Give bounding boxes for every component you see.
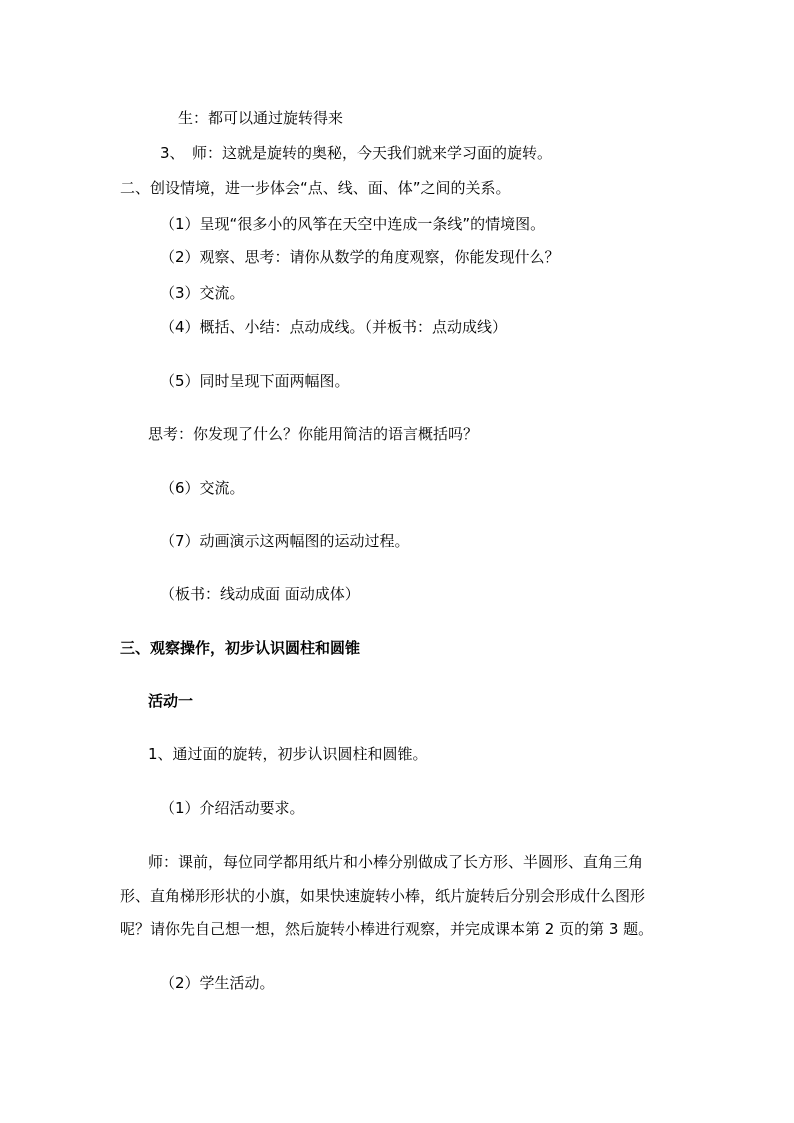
list-item-3: （3）交流。 <box>160 284 245 302</box>
list-item-6: （6）交流。 <box>160 479 245 497</box>
list-item-7: （7）动画演示这两幅图的运动过程。 <box>160 532 410 550</box>
text-line-activity-goal: 1、通过面的旋转，初步认识圆柱和圆锥。 <box>148 745 428 763</box>
paragraph-line-3: 呢？请你先自己想一想，然后旋转小棒进行观察，并完成课本第 2 页的第 3 题。 <box>120 920 654 938</box>
list-item-5: （5）同时呈现下面两幅图。 <box>160 372 350 390</box>
paragraph-line-2: 形、直角梯形形状的小旗，如果快速旋转小棒，纸片旋转后分别会形成什么图形 <box>120 887 646 905</box>
section-heading-2: 二、创设情境，进一步体会“点、线、面、体”之间的关系。 <box>120 179 511 197</box>
text-line-teacher-intro: 3、 师：这就是旋转的奥秘，今天我们就来学习面的旋转。 <box>160 144 553 162</box>
list-item-2: （2）观察、思考：请你从数学的角度观察，你能发现什么？ <box>160 248 560 266</box>
list-item-1: （1）呈现“很多小的风筝在天空中连成一条线”的情境图。 <box>160 215 546 233</box>
list-item-activity-2: （2）学生活动。 <box>160 974 275 992</box>
section-heading-3: 三、观察操作，初步认识圆柱和圆锥 <box>120 639 361 657</box>
list-item-activity-1: （1）介绍活动要求。 <box>160 799 305 817</box>
paragraph-line-1: 师：课前，每位同学都用纸片和小棒分别做成了长方形、半圆形、直角三角 <box>148 853 644 871</box>
text-line-student-answer: 生：都可以通过旋转得来 <box>178 109 344 127</box>
activity-heading: 活动一 <box>148 692 194 710</box>
text-line-think: 思考：你发现了什么？你能用简洁的语言概括吗？ <box>148 425 479 443</box>
text-line-board-note: （板书：线动成面 面动成体） <box>160 585 360 603</box>
list-item-4: （4）概括、小结：点动成线。（并板书：点动成线） <box>160 318 508 336</box>
